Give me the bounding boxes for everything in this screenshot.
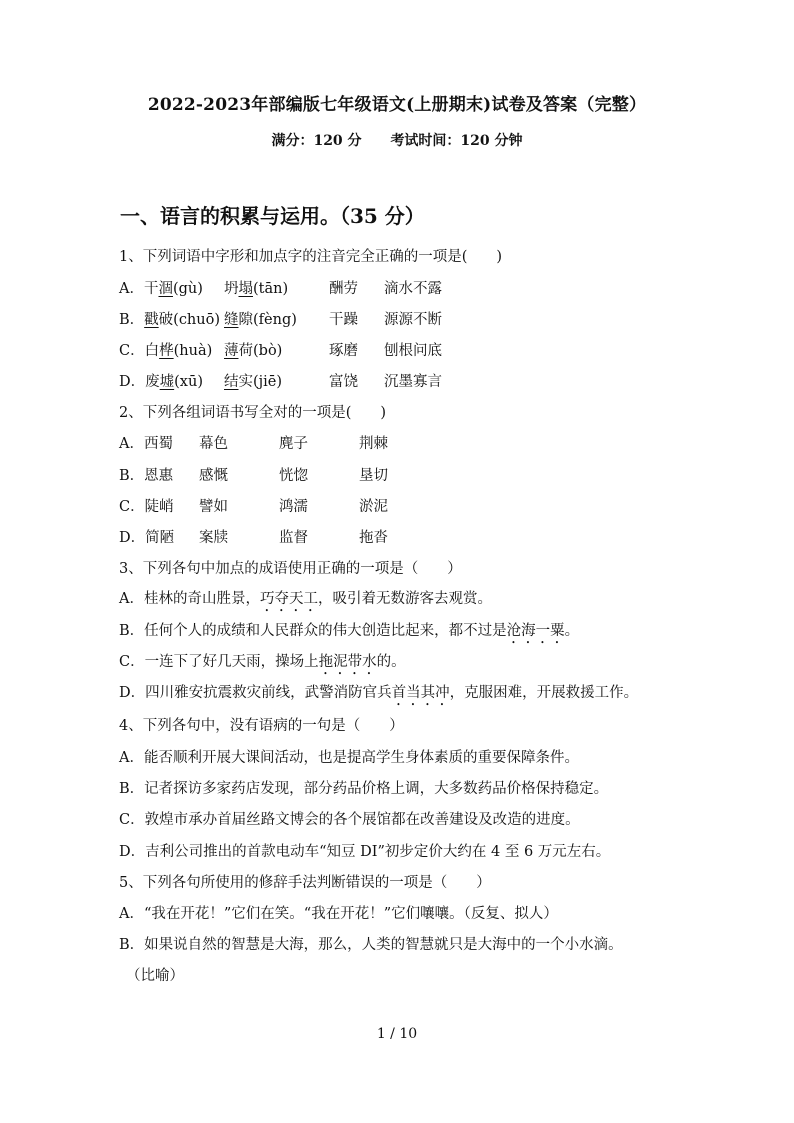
question-4-option-b: B．记者探访多家药店发现，部分药品价格上调，大多数药品价格保持稳定。: [119, 781, 609, 797]
question-5-stem: 5、下列各句所使用的修辞手法判断错误的一项是（ ）: [119, 875, 491, 891]
question-3-option-c: C．一连下了好几天雨，操场上拖泥带水的。: [119, 654, 406, 670]
question-2-option-c: C．陡峭 譬如 鸿濡 淤泥: [119, 499, 388, 515]
question-2-option-a: A．西蜀 幕色 麂子 荆棘: [119, 436, 388, 452]
question-1-stem: 1、下列词语中字形和加点字的注音完全正确的一项是( ): [119, 249, 503, 265]
question-5-option-b: B．如果说自然的智慧是大海，那么，人类的智慧就只是大海中的一个小水滴。: [119, 937, 623, 953]
question-4-option-a: A．能否顺利开展大课间活动，也是提高学生身体素质的重要保障条件。: [119, 750, 579, 766]
page-title: 2022-2023年部编版七年级语文(上册期末)试卷及答案（完整）: [147, 95, 647, 115]
page-number: 1 / 10: [376, 1026, 418, 1042]
question-3-stem: 3、下列各句中加点的成语使用正确的一项是（ ）: [119, 561, 462, 577]
question-1-option-d: D．废墟(xū) 结实(jiē) 富饶 沉墨寡言: [119, 374, 442, 390]
question-5-option-b-note: （比喻）: [126, 968, 184, 984]
question-1-option-b: B．戳破(chuō) 缝隙(fèng) 干躁 源源不断: [119, 312, 442, 328]
question-2-option-b: B．恩惠 感慨 恍惚 垦切: [119, 468, 388, 484]
question-4-option-d: D．吉利公司推出的首款电动车“知豆 DI”初步定价大约在 4 至 6 万元左右。: [119, 844, 611, 860]
question-4-option-c: C．敦煌市承办首届丝路文博会的各个展馆都在改善建设及改造的进度。: [119, 812, 580, 828]
question-3-option-a: A．桂林的奇山胜景，巧夺天工，吸引着无数游客去观赏。: [119, 591, 492, 607]
full-score: 满分：120 分: [271, 133, 362, 149]
exam-meta: [0, 130, 794, 150]
question-3-option-b: B．任何个人的成绩和人民群众的伟大创造比起来，都不过是沧海一粟。: [119, 623, 580, 639]
question-3-option-d: D．四川雅安抗震救灾前线，武警消防官兵首当其冲，克服困难，开展救援工作。: [119, 685, 639, 701]
question-2-stem: 2、下列各组词语书写全对的一项是( ): [119, 405, 387, 421]
exam-time: 考试时间：120 分钟: [390, 133, 523, 149]
question-1-option-c: C．白桦(huà) 薄荷(bò) 琢磨 刨根问底: [119, 343, 442, 359]
question-4-stem: 4、下列各句中，没有语病的一句是（ ）: [119, 718, 404, 734]
section-heading: 一、语言的积累与运用。（35 分）: [120, 204, 425, 228]
question-2-option-d: D．简陋 案牍 监督 拖沓: [119, 530, 388, 546]
question-5-option-a: A．“我在开花！”它们在笑。“我在开花！”它们嚷嚷。（反复、拟人）: [119, 906, 558, 922]
question-1-option-a: A．干涸(gù) 坍塌(tān) 酬劳 滴水不露: [119, 281, 442, 297]
